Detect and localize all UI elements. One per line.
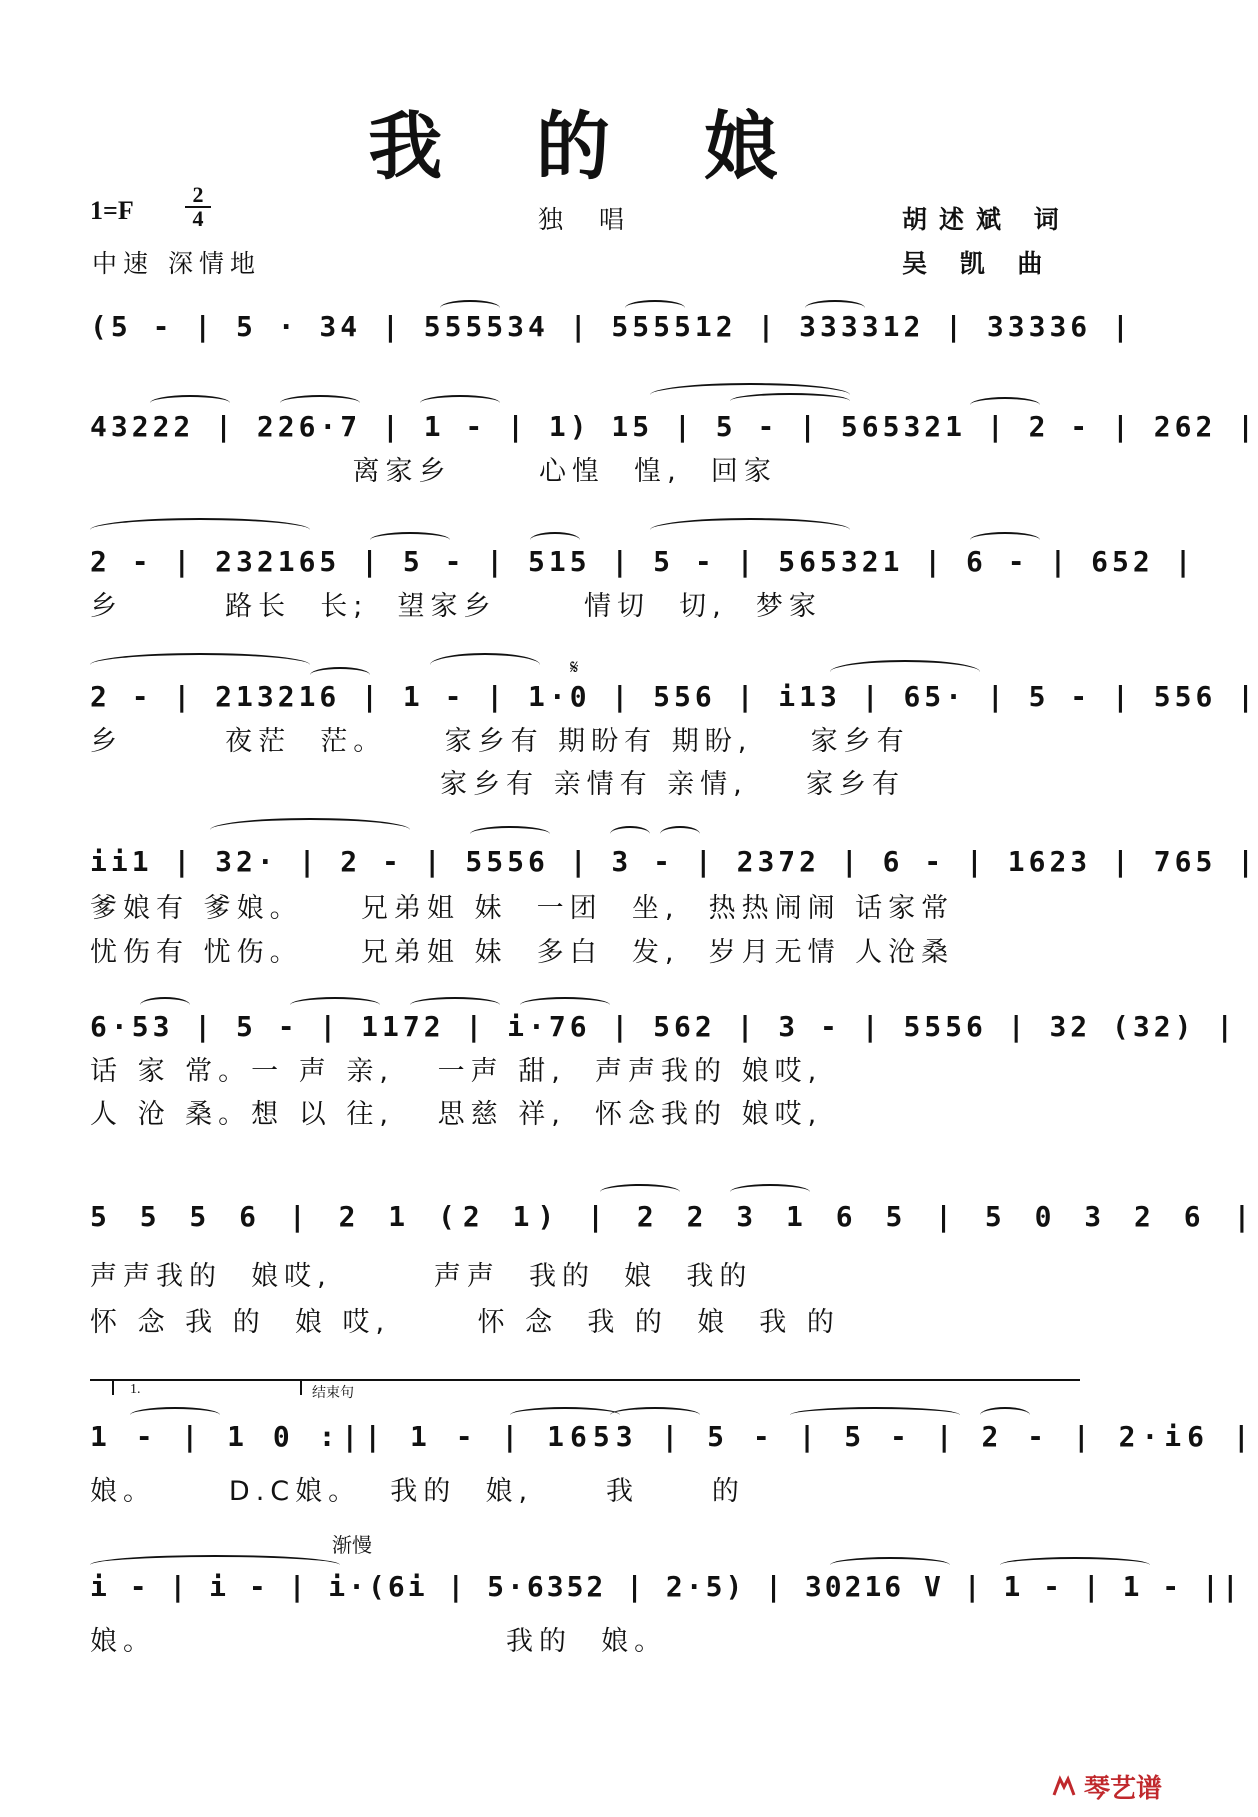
tempo-marking: 中速 深情地 [92, 249, 261, 278]
notation-line: i - | i - | i·(6i | 5·6352 | 2·5) | 30216 V | 1 - | 1 - || [90, 1570, 1242, 1603]
slur [830, 660, 980, 684]
slur [90, 1555, 340, 1575]
lyrics-verse-1: 爹娘有 爹娘。 兄弟姐 妹 一团 坐, 热热闹闹 话家常 [90, 893, 955, 924]
ritardando-marking: 渐慢 [332, 1533, 372, 1557]
staff-system-1 [90, 300, 1133, 360]
lyrics-verse-2: 怀 念 我 的 娘 哎, 怀 念 我 的 娘 我 的 [90, 1307, 840, 1338]
staff-system-7 [90, 1180, 1258, 1355]
site-watermark [1050, 1768, 1162, 1805]
slur [650, 518, 850, 542]
slur [280, 395, 360, 411]
lyrics-verse-1: 乡 夜茫 茫。 家乡有 期盼有 期盼, 家乡有 [90, 726, 910, 757]
lyrics-verse-1: 娘。 我的 娘。 [90, 1626, 668, 1657]
watermark-text: 琴艺谱 [1083, 1774, 1162, 1804]
slur [970, 532, 1040, 548]
staff-system-5 [90, 830, 1258, 980]
volta-bracket-edge [112, 1379, 114, 1395]
slur [130, 1407, 220, 1423]
slur [440, 300, 500, 316]
slur [610, 826, 650, 842]
volta-first-ending: 1. [130, 1382, 141, 1397]
time-sig-top: 2 [192, 182, 204, 207]
slur [730, 393, 850, 409]
notation-line: 2 - | 213216 | 1 - | 1·0 | 556 | i13 | 65· | 5 - | 556 | [90, 680, 1258, 713]
volta-bracket-edge [300, 1379, 302, 1395]
lyrics-verse-2: 忧伤有 忧伤。 兄弟姐 妹 多白 发, 岁月无情 人沧桑 [90, 937, 955, 968]
staff-system-3 [90, 530, 1196, 630]
slur [140, 997, 190, 1013]
notation-line: 6·53 | 5 - | 1172 | i·76 | 562 | 3 - | 5556 | 32 (32) | [90, 1010, 1238, 1043]
slur [150, 395, 230, 411]
slur [520, 997, 610, 1013]
slur [610, 1407, 700, 1423]
lyrics-verse-2: 家乡有 亲情有 亲情, 家乡有 [90, 769, 906, 800]
lyricist-credit: 胡述斌 词 [902, 205, 1071, 234]
lyrics-verse-1: 乡 路长 长; 望家乡 情切 切, 梦家 [90, 591, 822, 622]
logo-icon [1050, 1773, 1078, 1801]
slur [625, 300, 685, 316]
slur [90, 518, 310, 542]
notation-line: ii1 | 32· | 2 - | 5556 | 3 - | 2372 | 6 - | 1623 | 765 | [90, 845, 1258, 878]
slur [90, 653, 310, 677]
slur [730, 1184, 810, 1200]
lyrics-verse-2: 人 沧 桑。想 以 往, 思慈 祥, 怀念我的 娘哎, [90, 1099, 823, 1130]
lyrics-verse-1: 声声我的 娘哎, 声声 我的 娘 我的 [90, 1261, 753, 1292]
slur [970, 397, 1040, 413]
time-signature [185, 184, 211, 230]
lyrics-verse-1: 话 家 常。一 声 亲, 一声 甜, 声声我的 娘哎, [90, 1056, 823, 1087]
slur [1000, 1557, 1150, 1573]
song-title: 我 的 娘 [368, 104, 812, 190]
notation-line: 1 - | 1 0 :|| 1 - | 1653 | 5 - | 5 - | 2 - | 2·i6 | [90, 1420, 1256, 1453]
notation-line: 5 5 5 6 | 2 1 (2 1) | 2 2 3 1 6 5 | 5 0 3 2 6 | [90, 1200, 1258, 1233]
slur [470, 826, 550, 842]
slur [805, 300, 865, 316]
slur [290, 997, 380, 1013]
notation-line: (5 - | 5 · 34 | 555534 | 555512 | 333312 | 33336 | [90, 310, 1133, 343]
slur [790, 1407, 960, 1423]
performance-mode: 独 唱 [538, 205, 638, 234]
slur [310, 667, 370, 683]
segno-sign: 𝄋 [570, 655, 579, 679]
slur [530, 532, 580, 548]
notation-line: 43222 | 226·7 | 1 - | 1) 15 | 5 - | 565321 | 2 - | 262 | [90, 410, 1258, 443]
staff-system-8 [90, 1405, 1256, 1515]
slur [430, 653, 540, 677]
lyrics-verse-1: 离家乡 心惶 惶, 回家 [90, 456, 777, 487]
slur [410, 997, 500, 1013]
staff-system-6 [90, 995, 1238, 1140]
key-signature: 1=F [90, 196, 134, 225]
slur [980, 1407, 1030, 1423]
lyrics-verse-1: 娘。 D.C娘。 我的 娘, 我 的 [90, 1476, 745, 1507]
volta-ending-phrase: 结束句 [312, 1386, 354, 1401]
slur [210, 818, 410, 842]
time-sig-bottom: 4 [185, 206, 211, 230]
slur [660, 826, 700, 842]
staff-system-2 [90, 395, 1258, 495]
slur [600, 1184, 680, 1200]
notation-line: 2 - | 232165 | 5 - | 515 | 5 - | 565321 | 6 - | 652 | [90, 545, 1196, 578]
composer-credit: 吴 凯 曲 [902, 249, 1055, 278]
volta-bracket-line [90, 1379, 1080, 1381]
staff-system-9 [90, 1533, 1242, 1675]
slur [370, 532, 450, 548]
slur [510, 1407, 620, 1423]
slur [420, 395, 500, 411]
staff-system-4 [90, 655, 1258, 810]
slur [830, 1557, 950, 1573]
